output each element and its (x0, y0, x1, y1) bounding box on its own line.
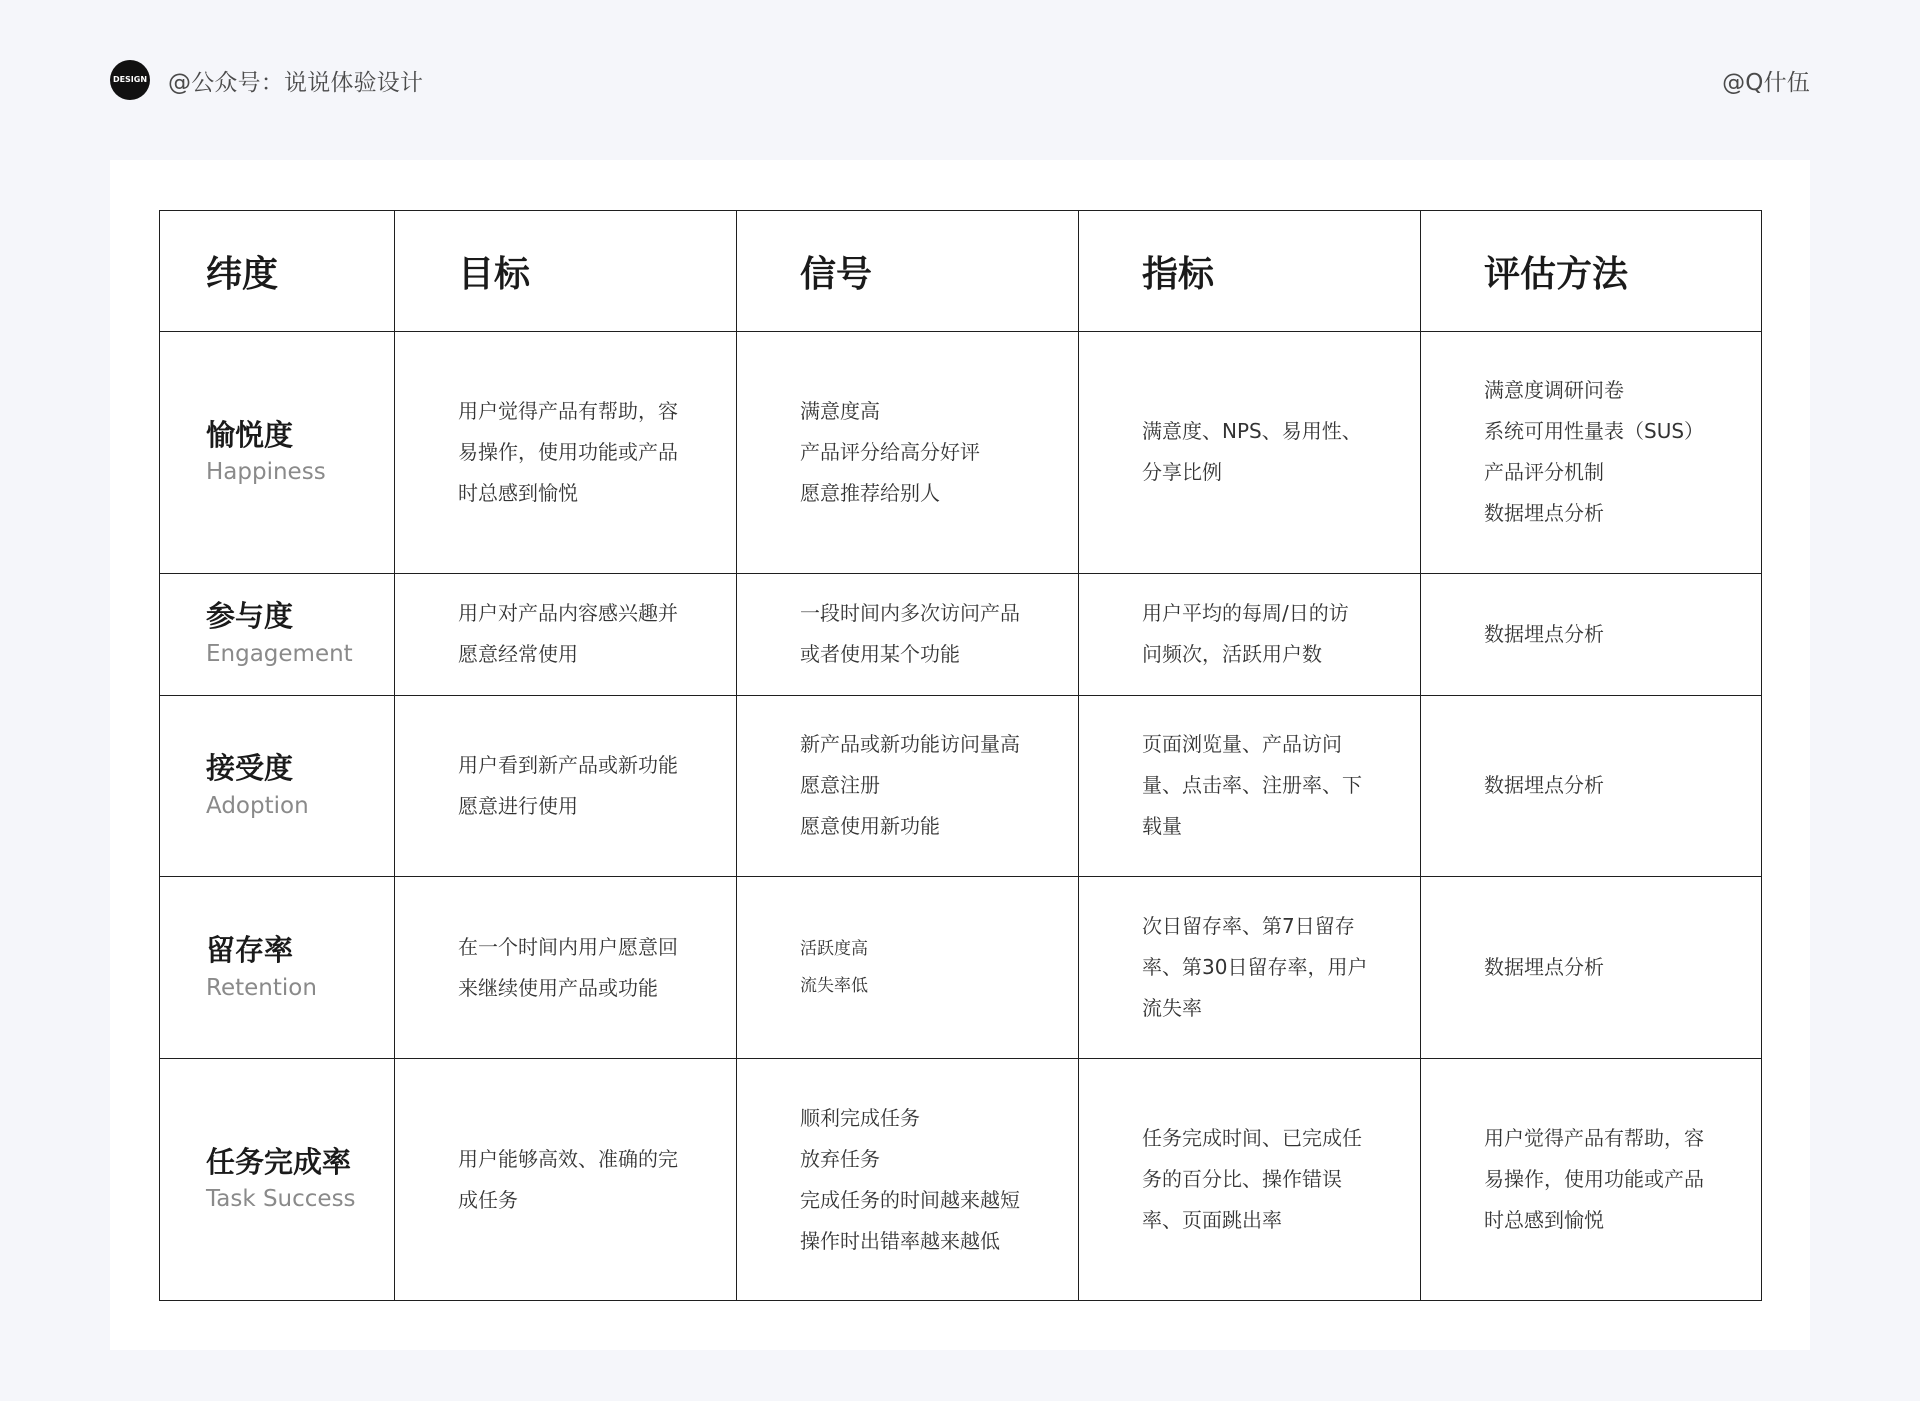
dimension-cell (160, 695, 395, 877)
metric-line: 用户平均的每周/日的访 (1142, 601, 1349, 626)
goal-line: 愿意进行使用 (458, 793, 578, 818)
metric-line: 问频次，活跃用户数 (1142, 642, 1322, 667)
heart-framework-table (159, 210, 1762, 1301)
dimension-english-name: Adoption (206, 792, 309, 819)
metric-cell (1079, 573, 1421, 695)
goal-line: 用户对产品内容感兴趣并 (458, 601, 678, 626)
column-header-goal: 目标 (395, 211, 737, 332)
dimension-name: 留存率 (206, 932, 294, 967)
goal-line: 用户觉得产品有帮助，容 (458, 398, 678, 423)
signal-cell (737, 877, 1079, 1059)
dimension-name: 参与度 (206, 599, 294, 634)
method-cell (1421, 573, 1762, 695)
dimension-english-name: Engagement (206, 641, 353, 668)
account-name: @公众号：说说体验设计 (168, 69, 424, 96)
method-cell (1421, 1059, 1762, 1301)
method-cell (1421, 877, 1762, 1059)
method-line: 满意度调研问卷 (1484, 378, 1624, 403)
metric-line: 页面浏览量、产品访问 (1142, 732, 1342, 757)
column-header-signal: 信号 (737, 211, 1079, 332)
metric-line: 率、页面跳出率 (1142, 1208, 1282, 1233)
metric-line: 载量 (1142, 814, 1182, 839)
signal-line: 完成任务的时间越来越短 (800, 1187, 1020, 1212)
signal-line: 操作时出错率越来越低 (800, 1228, 1000, 1253)
metric-line: 任务完成时间、已完成任 (1142, 1126, 1362, 1151)
goal-cell (395, 573, 737, 695)
signal-line: 愿意注册 (800, 773, 880, 798)
top-bar (110, 58, 1810, 102)
logo-text: DESIGN (112, 75, 148, 84)
dimension-english-name: Task Success (206, 1186, 356, 1213)
dimension-name: 任务完成率 (206, 1144, 352, 1179)
method-cell (1421, 695, 1762, 877)
signal-cell (737, 695, 1079, 877)
dimension-cell (160, 332, 395, 574)
method-line: 易操作，使用功能或产品 (1484, 1167, 1704, 1192)
method-line: 数据埋点分析 (1484, 773, 1604, 798)
metric-line: 次日留存率、第7日留存 (1142, 914, 1355, 939)
metric-line: 量、点击率、注册率、下 (1142, 773, 1362, 798)
author-name: @Q什伍 (1722, 69, 1810, 96)
signal-cell (737, 573, 1079, 695)
goal-line: 用户能够高效、准确的完 (458, 1146, 678, 1171)
metric-cell (1079, 1059, 1421, 1301)
goal-cell (395, 1059, 737, 1301)
dimension-name: 愉悦度 (206, 417, 294, 452)
signal-line: 流失率低 (800, 975, 868, 996)
method-line: 产品评分机制 (1484, 460, 1604, 485)
signal-line: 产品评分给高分好评 (800, 439, 980, 464)
signal-line: 或者使用某个功能 (800, 642, 960, 667)
method-line: 时总感到愉悦 (1484, 1208, 1604, 1233)
goal-line: 愿意经常使用 (458, 642, 578, 667)
column-header-metric: 指标 (1079, 211, 1421, 332)
metric-line: 分享比例 (1142, 460, 1222, 485)
goal-line: 用户看到新产品或新功能 (458, 752, 678, 777)
metric-cell (1079, 695, 1421, 877)
design-logo-icon (110, 60, 150, 100)
goal-cell (395, 332, 737, 574)
dimension-cell (160, 573, 395, 695)
table-row (160, 1059, 1762, 1301)
dimension-cell (160, 877, 395, 1059)
dimension-english-name: Happiness (206, 459, 326, 486)
method-cell (1421, 332, 1762, 574)
goal-cell (395, 695, 737, 877)
table-row (160, 332, 1762, 574)
method-line: 用户觉得产品有帮助，容 (1484, 1126, 1704, 1151)
column-header-method: 评估方法 (1421, 211, 1762, 332)
metric-line: 率、第30日留存率，用户 (1142, 955, 1368, 980)
signal-line: 新产品或新功能访问量高 (800, 732, 1020, 757)
metric-cell (1079, 877, 1421, 1059)
metric-line: 务的百分比、操作错误 (1142, 1167, 1342, 1192)
metric-line: 满意度、NPS、易用性、 (1142, 419, 1362, 444)
dimension-name: 接受度 (206, 751, 294, 786)
table-row (160, 877, 1762, 1059)
metric-cell (1079, 332, 1421, 574)
signal-line: 顺利完成任务 (800, 1105, 920, 1130)
dimension-cell (160, 1059, 395, 1301)
goal-line: 易操作，使用功能或产品 (458, 439, 678, 464)
table-header-row (160, 211, 1762, 332)
signal-line: 放弃任务 (800, 1146, 880, 1171)
goal-line: 成任务 (458, 1187, 518, 1212)
goal-cell (395, 877, 737, 1059)
goal-line: 在一个时间内用户愿意回 (458, 934, 678, 959)
method-line: 数据埋点分析 (1484, 621, 1604, 646)
metric-line: 流失率 (1142, 996, 1202, 1021)
signal-cell (737, 332, 1079, 574)
signal-line: 活跃度高 (800, 938, 868, 959)
method-line: 系统可用性量表（SUS） (1484, 419, 1705, 444)
signal-line: 愿意使用新功能 (800, 814, 940, 839)
goal-line: 时总感到愉悦 (458, 480, 578, 505)
table-row (160, 573, 1762, 695)
column-header-dimension: 纬度 (160, 211, 395, 332)
content-card (110, 160, 1810, 1350)
table-row (160, 695, 1762, 877)
signal-cell (737, 1059, 1079, 1301)
method-line: 数据埋点分析 (1484, 501, 1604, 526)
signal-line: 愿意推荐给别人 (800, 480, 940, 505)
signal-line: 一段时间内多次访问产品 (800, 601, 1020, 626)
dimension-english-name: Retention (206, 974, 317, 1001)
signal-line: 满意度高 (800, 398, 880, 423)
goal-line: 来继续使用产品或功能 (458, 975, 658, 1000)
method-line: 数据埋点分析 (1484, 955, 1604, 980)
brand (110, 60, 423, 100)
